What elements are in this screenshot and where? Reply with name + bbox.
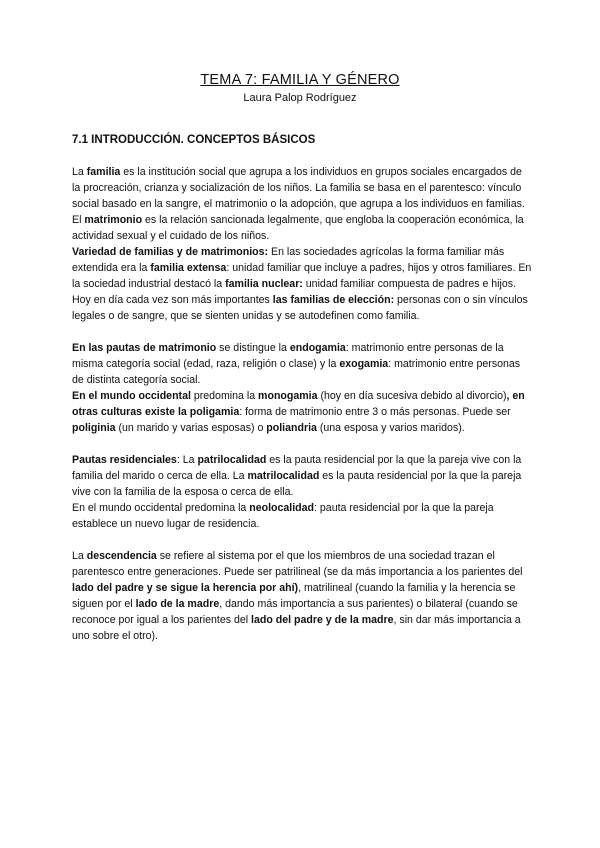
text-run: , dando más importancia a sus parientes) o bilateral (cuando se reconoce por igual a los parientes del: [72, 598, 518, 626]
text-run: se distingue la: [216, 342, 290, 354]
bold-term: familia extensa: [150, 262, 227, 274]
text-run: : pauta residencial por la que la pareja establece un nuevo lugar de residencia.: [72, 502, 494, 530]
paragraph-neolocalidad: [72, 500, 532, 532]
bold-term: lado de la madre: [135, 598, 220, 610]
paragraph-familia: [72, 164, 532, 212]
bold-term: descendencia: [86, 550, 157, 562]
bold-term: lado del padre y de la madre: [251, 614, 394, 626]
bold-term: poliginia: [72, 422, 116, 434]
bold-term: monogamia: [258, 390, 318, 402]
bold-term: neolocalidad: [249, 502, 315, 514]
text-run: La: [72, 550, 87, 562]
document-body: [72, 164, 532, 644]
bold-term: En las pautas de matrimonio: [72, 342, 217, 354]
bold-term: patrilocalidad: [197, 454, 267, 466]
text-run: En el mundo occidental predomina la: [72, 502, 250, 514]
section-heading: 7.1 INTRODUCCIÓN. CONCEPTOS BÁSICOS: [72, 134, 316, 146]
text-run: es la pauta residencial por la que la pareja vive con la familia del marido o cerca de ella. La: [72, 454, 522, 482]
text-run: : matrimonio entre personas de distinta categoría social.: [72, 358, 521, 386]
text-run: , sin dar más importancia a uno sobre el otro).: [72, 614, 521, 642]
text-run: se refiere al sistema por el que los miembros de una sociedad trazan el parentesco entre generaciones. Puede ser patrilineal (se da más importancia a los parientes del: [72, 550, 523, 578]
text-run: La: [72, 166, 87, 178]
text-run: es la institución social que agrupa a los individuos en grupos sociales encargados de la procreación, crianza y socialización de los niños. La familia se basa en el parentesco: vínculo social basado en la sangre, el matrimonio o la adopción, que agrupa a los individuos en familias.: [72, 166, 525, 210]
paragraph-pautas-residenciales: [72, 452, 532, 500]
bold-term: En el mundo occidental: [72, 390, 191, 402]
bold-term: matrimonio: [84, 214, 143, 226]
bold-term: familia: [86, 166, 121, 178]
text-run: : La: [176, 454, 198, 466]
text-run: (hoy en día sucesiva debido al divorcio): [317, 390, 507, 402]
paragraph-spacer: [72, 532, 532, 548]
bold-term: , en otras culturas existe la poligamia: [72, 390, 525, 418]
text-run: personas con o sin vínculos legales o de sangre, que se sienten unidas y se autodefinen como familia.: [72, 294, 528, 322]
paragraph-spacer: [72, 436, 532, 452]
bold-term: familia nuclear:: [225, 278, 303, 290]
text-run: : matrimonio entre personas de la misma categoría social (edad, raza, religión o clase) y la: [72, 342, 504, 370]
text-run: El: [72, 214, 85, 226]
document-title: TEMA 7: FAMILIA Y GÉNERO: [200, 72, 400, 88]
bold-term: poliandria: [266, 422, 317, 434]
bold-term: las familias de elección:: [272, 294, 395, 306]
text-run: predomina la: [190, 390, 259, 402]
text-run: En las sociedades agrícolas la forma familiar más extendida era la: [72, 246, 505, 274]
bold-term: lado del padre y se sigue la herencia por ahí): [72, 582, 299, 594]
text-run: es la pauta residencial por la que la pareja vive con la familia de la esposa o cerca de ella.: [72, 470, 522, 498]
bold-term: endogamia: [289, 342, 346, 354]
bold-term: exogamia: [339, 358, 389, 370]
paragraph-pautas-matrimonio: [72, 340, 532, 388]
paragraph-spacer: [72, 324, 532, 340]
text-run: es la relación sancionada legalmente, que engloba la cooperación económica, la actividad sexual y el cuidado de los niños.: [72, 214, 524, 242]
text-run: : forma de matrimonio entre 3 o más personas. Puede ser: [239, 406, 511, 418]
text-run: (un marido y varias esposas) o: [115, 422, 267, 434]
bold-term: matrilocalidad: [247, 470, 320, 482]
text-run: unidad familiar compuesta de padres e hijos. Hoy en día cada vez son más importantes: [72, 278, 517, 306]
text-run: (una esposa y varios maridos).: [316, 422, 465, 434]
paragraph-mundo-occidental: [72, 388, 532, 436]
document-author: Laura Palop Rodríguez: [243, 92, 357, 104]
paragraph-variedad-familias: [72, 244, 532, 324]
paragraph-descendencia: [72, 548, 532, 644]
text-run: , matrilineal (cuando la familia y la herencia se siguen por el: [72, 582, 516, 610]
text-run: : unidad familiar que incluye a padres, hijos y otros familiares. En la sociedad industrial destacó la: [72, 262, 532, 290]
paragraph-matrimonio: [72, 212, 532, 244]
bold-term: Variedad de familias y de matrimonios:: [72, 246, 269, 258]
bold-term: Pautas residenciales: [72, 454, 177, 466]
